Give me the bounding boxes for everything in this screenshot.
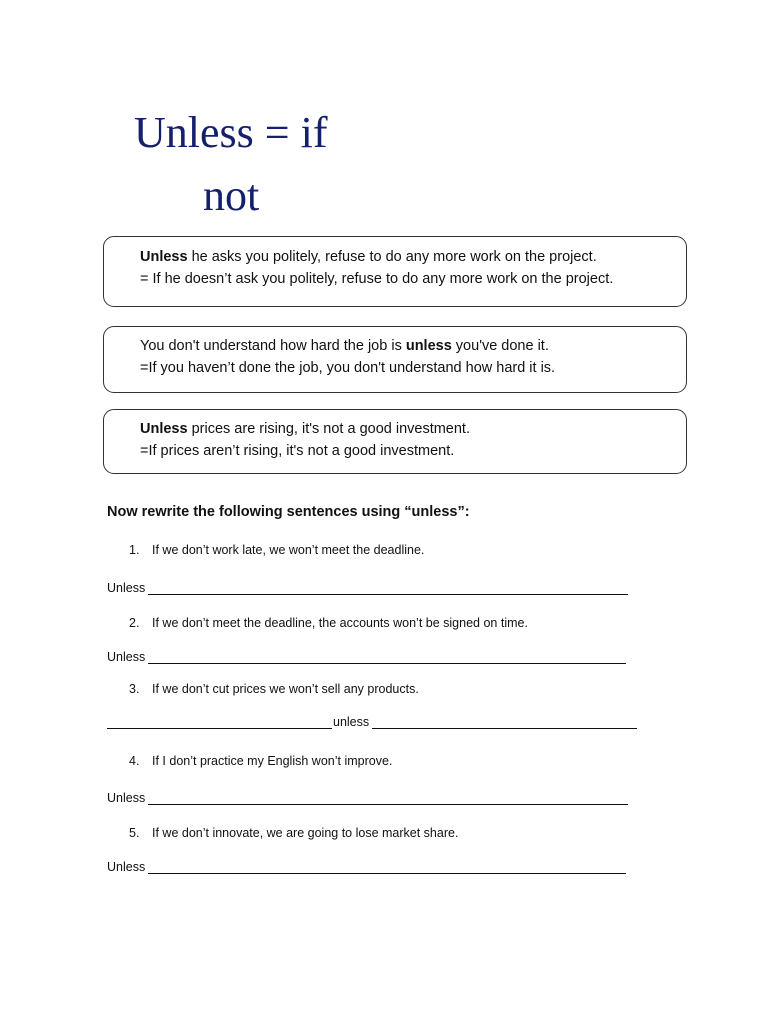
example-2-line-1-post: you've done it. [451,338,549,354]
answer-prefix: Unless [107,791,146,805]
answer-blank-before[interactable] [107,717,332,729]
example-box-3 [103,409,687,474]
question-text: If we don’t work late, we won’t meet the deadline. [152,543,425,557]
example-2-line-1 [140,339,549,354]
answer-line-2[interactable] [107,651,626,664]
example-1-line-1 [140,250,597,265]
question-number: 2. [129,616,140,630]
example-2-line-2: =If you haven’t done the job, you don't understand how hard it is. [140,360,556,376]
question-text: If we don’t innovate, we are going to lose market share. [152,826,459,840]
answer-blank[interactable] [148,652,626,664]
keyword-unless: unless [405,338,452,354]
answer-blank[interactable] [148,793,628,805]
title-line-2: not [203,171,260,220]
answer-prefix: Unless [107,650,146,664]
example-1-line-2: = If he doesn’t ask you politely, refuse to do any more work on the project. [140,271,614,287]
example-box-2 [103,326,687,393]
example-box-1 [103,236,687,307]
question-5 [129,827,458,840]
question-number: 5. [129,826,140,840]
example-3-line-1-text: prices are rising, it's not a good investment. [187,421,470,437]
example-1-line-1-text: he asks you politely, refuse to do any more work on the project. [187,249,597,265]
example-3-line-1 [140,422,470,437]
example-2-line-1-pre: You don't understand how hard the job is [140,338,406,354]
answer-line-3[interactable] [107,716,637,729]
answer-middle-word: unless [333,715,370,729]
question-text: If we don’t meet the deadline, the accounts won’t be signed on time. [152,616,528,630]
question-number: 1. [129,543,140,557]
answer-line-5[interactable] [107,861,626,874]
answer-line-1[interactable] [107,582,628,595]
answer-prefix: Unless [107,581,146,595]
answer-prefix: Unless [107,860,146,874]
keyword-unless: Unless [140,421,188,437]
question-4 [129,755,392,768]
question-text: If we don’t cut prices we won’t sell any products. [152,682,419,696]
example-3-line-2: =If prices aren’t rising, it's not a good investment. [140,443,455,459]
answer-blank[interactable] [148,583,628,595]
answer-blank-after[interactable] [372,717,637,729]
question-1 [129,544,424,557]
answer-line-4[interactable] [107,792,628,805]
instruction-heading: Now rewrite the following sentences using “unless”: [107,504,470,520]
answer-blank[interactable] [148,862,626,874]
question-number: 3. [129,682,140,696]
question-3 [129,683,419,696]
keyword-unless: Unless [140,249,188,265]
question-text: If I don’t practice my English won’t improve. [152,754,393,768]
title-line-1: Unless = if [134,108,328,157]
question-2 [129,617,528,630]
question-number: 4. [129,754,140,768]
